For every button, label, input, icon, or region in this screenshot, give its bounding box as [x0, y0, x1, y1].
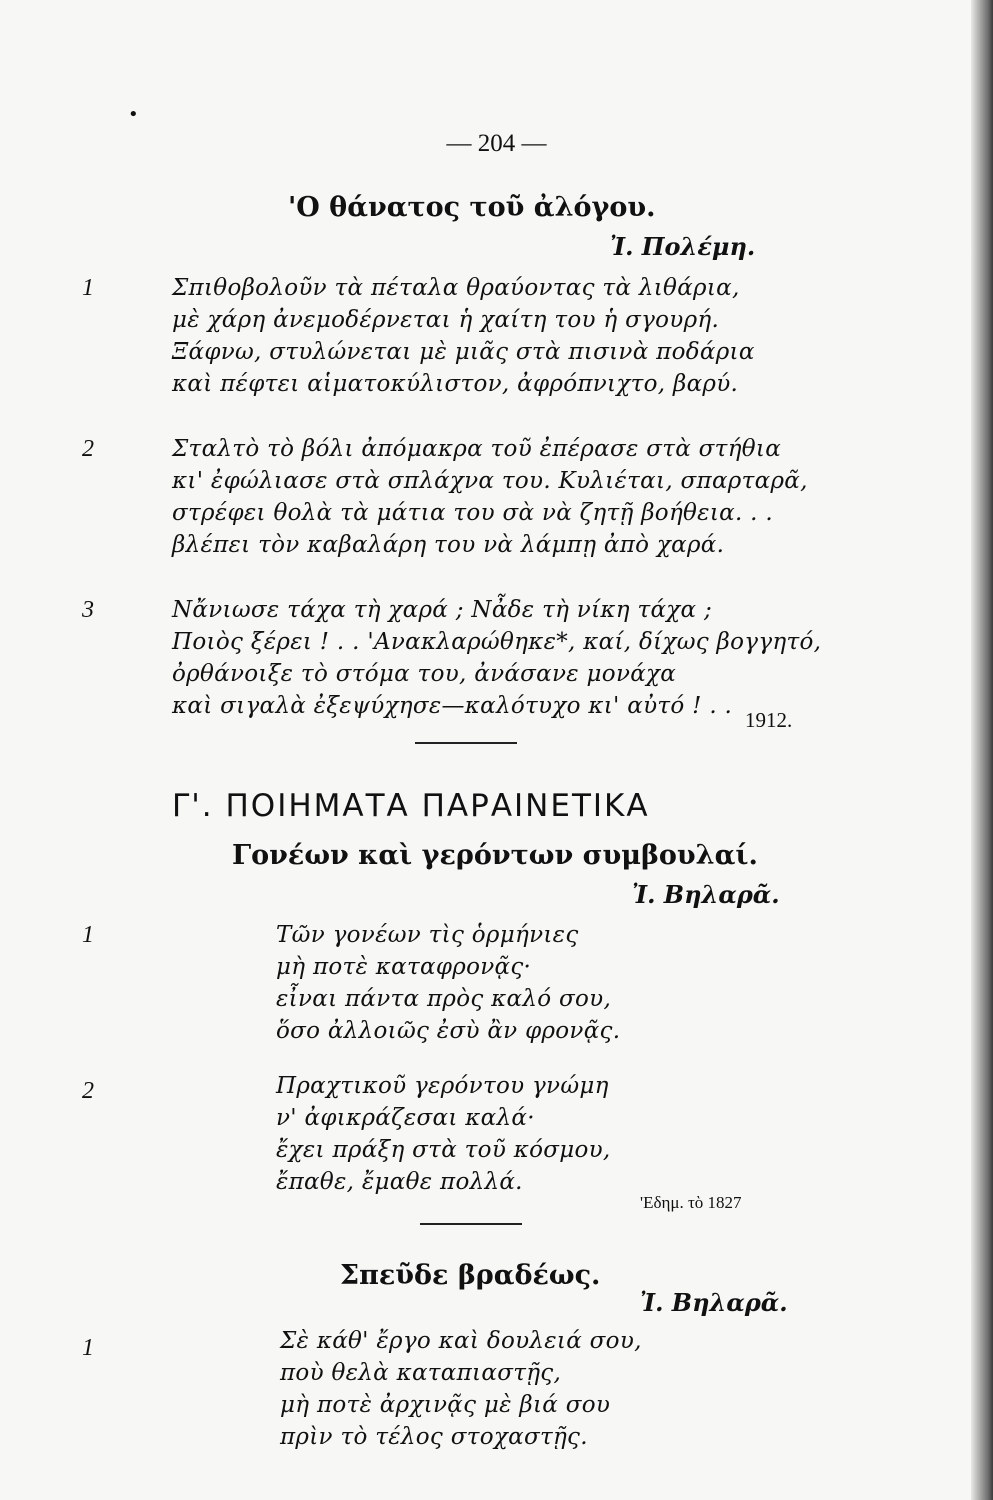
verse-line: Σὲ κάθ' ἔργο καὶ δουλειά σου,	[280, 1328, 642, 1354]
verse-line: Ξάφνω, στυλώνεται μὲ μιᾶς στὰ πισινὰ ποδάρια	[172, 339, 755, 365]
stanza-number: 2	[82, 436, 94, 462]
poem-title: Σπεῦδε βραδέως.	[340, 1260, 601, 1291]
poem-author: Ἰ. Πολέμη.	[610, 232, 756, 261]
verse-line: πρὶν τὸ τέλος στοχαστῇς.	[280, 1424, 588, 1450]
stanza-number: 2	[82, 1078, 94, 1104]
verse-line: Νἄνιωσε τάχα τὴ χαρά ; Νἆδε τὴ νίκη τάχα ;	[172, 597, 713, 623]
verse-line: κι' ἐφώλιασε στὰ σπλάχνα του. Κυλιέται, σπαρταρᾶ,	[172, 468, 808, 494]
poem-year: 1912.	[745, 708, 793, 732]
verse-line: καὶ πέφτει αἱματοκύλιστον, ἀφρόπνιχτο, βαρύ.	[172, 371, 739, 397]
section-heading: Γ'. ΠΟΙΗΜΑΤΑ ΠΑΡΑΙΝΕΤΙΚΑ	[172, 788, 650, 824]
verse-line: ὀρθάνοιξε τὸ στόμα του, ἀνάσανε μονάχα	[172, 661, 677, 687]
stanza-number: 1	[82, 1335, 94, 1361]
verse-line: εἶναι πάντα πρὸς καλό σου,	[276, 986, 612, 1012]
verse-line: μὴ ποτὲ ἀρχινᾷς μὲ βιά σου	[280, 1392, 611, 1418]
verse-line: ν' ἀφικράζεσαι καλά·	[276, 1105, 535, 1131]
poem-title: 'Ο θάνατος τοῦ ἀλόγου.	[288, 192, 656, 223]
verse-line: Σπιθοβολοῦν τὰ πέταλα θραύοντας τὰ λιθάρια,	[172, 275, 740, 301]
stanza-number: 1	[82, 275, 94, 301]
verse-line: ἔχει πράξη στὰ τοῦ κόσμου,	[276, 1137, 611, 1163]
verse-line: μὲ χάρη ἀνεμοδέρνεται ἡ χαίτη του ἡ σγουρή.	[172, 307, 720, 333]
divider-rule	[420, 1223, 522, 1225]
verse-line: στρέφει θολὰ τὰ μάτια του σὰ νὰ ζητῇ βοήθεια. . .	[172, 500, 774, 526]
verse-line: ὅσο ἀλλοιῶς ἐσὺ ἂν φρονᾷς.	[276, 1018, 621, 1044]
verse-line: μὴ ποτὲ καταφρονᾷς·	[276, 954, 532, 980]
poem-title: Γονέων καὶ γερόντων συμβουλαί.	[232, 840, 758, 871]
verse-line: Σταλτὸ τὸ βόλι ἀπόμακρα τοῦ ἐπέρασε στὰ στήθια	[172, 436, 782, 462]
stanza-number: 3	[82, 597, 94, 623]
page-number: — 204 —	[446, 130, 547, 157]
verse-line: καὶ σιγαλὰ ἐξεψύχησε—καλότυχο κι' αὐτό ! . .	[172, 693, 733, 719]
verse-line: ποὺ θελὰ καταπιαστῇς,	[280, 1360, 562, 1386]
poem-author: Ἰ. Βηλαρᾶ.	[640, 1288, 788, 1317]
stanza-number: 1	[82, 922, 94, 948]
publication-note: 'Εδημ. τὸ 1827	[640, 1193, 742, 1212]
verse-line: Ποιὸς ξέρει ! . . 'Ανακλαρώθηκε*, καί, δίχως βογγητό,	[172, 629, 822, 655]
ink-speck: •	[128, 104, 139, 125]
divider-rule	[415, 742, 517, 744]
verse-line: Τῶν γονέων τὶς ὁρμήνιες	[276, 922, 579, 948]
book-spine-shadow	[971, 0, 993, 1500]
verse-line: ἔπαθε, ἔμαθε πολλά.	[276, 1169, 523, 1195]
verse-line: Πραχτικοῦ γερόντου γνώμη	[276, 1073, 609, 1099]
verse-line: βλέπει τὸν καβαλάρη του νὰ λάμπῃ ἀπὸ χαρά.	[172, 532, 725, 558]
poem-author: Ἰ. Βηλαρᾶ.	[632, 880, 780, 909]
